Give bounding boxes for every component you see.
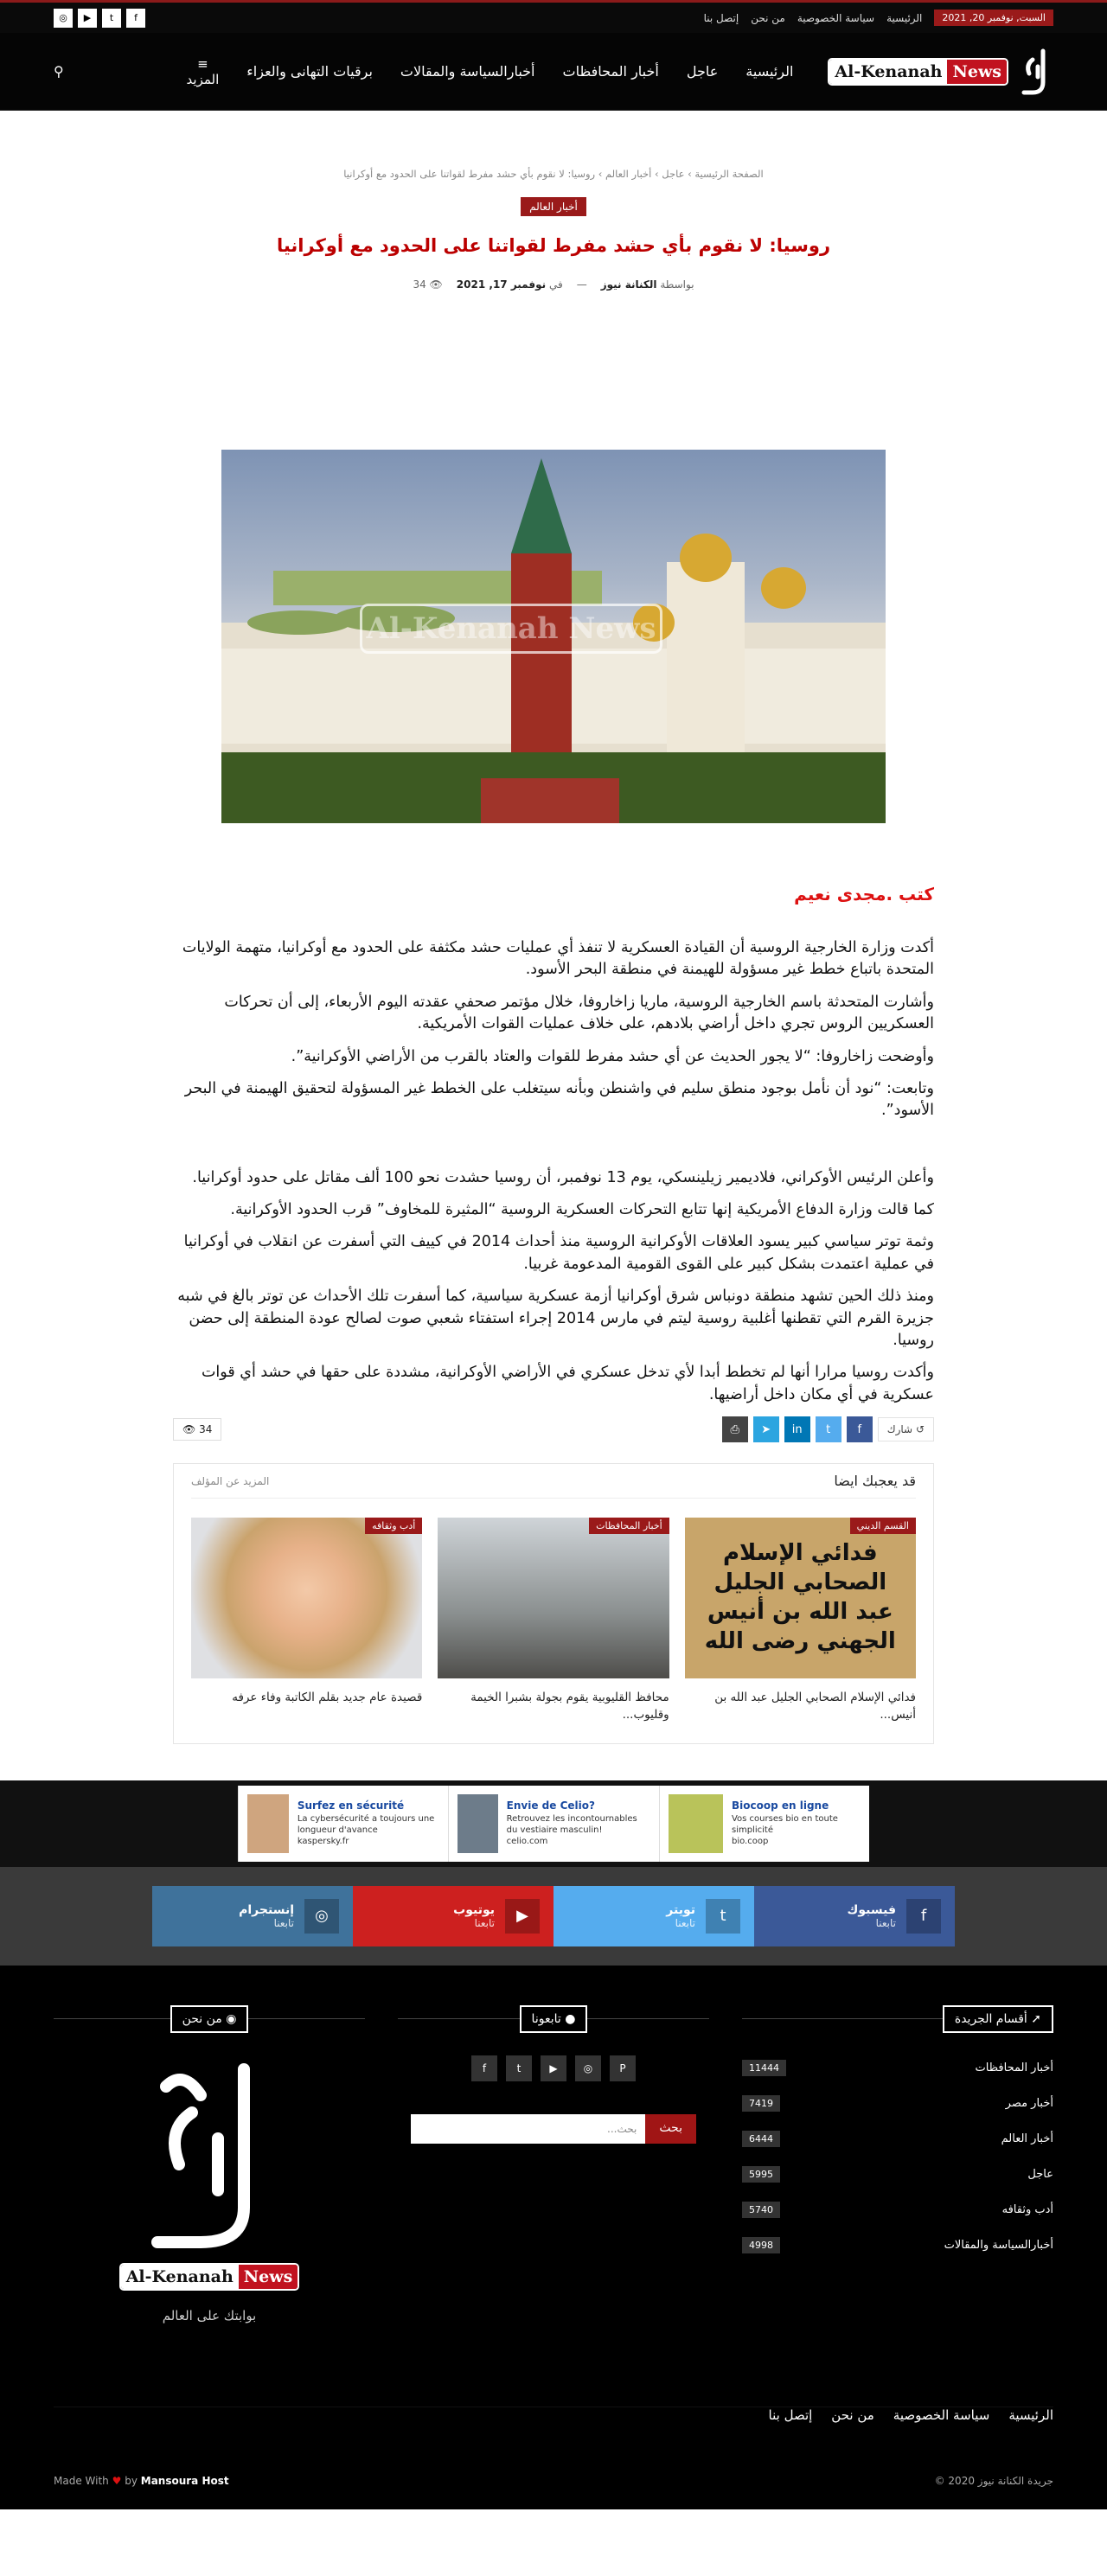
related-card-title[interactable]: قصيدة عام جديد بقلم الكاتبة وفاء عرفه — [232, 1691, 423, 1704]
logo-text-left: Al-Kenanah — [121, 2265, 239, 2289]
cat-name: أخبار العالم — [1001, 2132, 1053, 2145]
ad-domain: celio.com — [506, 1836, 548, 1846]
ad-domain: bio.coop — [731, 1836, 769, 1846]
nav-more-menu[interactable] — [187, 56, 220, 87]
related-tag[interactable]: القسم الديني — [850, 1518, 916, 1534]
related-more-link[interactable]: المزيد عن المؤلف — [191, 1474, 270, 1487]
top-link-about[interactable]: من نحن — [751, 11, 785, 24]
social-facebook[interactable] — [754, 1886, 955, 1946]
facebook-icon: f — [906, 1899, 941, 1934]
share-facebook-icon[interactable]: f — [847, 1416, 873, 1442]
print-icon[interactable]: ⎙ — [722, 1416, 748, 1442]
ad-title: Surfez en sécurité — [297, 1799, 405, 1812]
social-youtube[interactable] — [353, 1886, 554, 1946]
related-card[interactable] — [438, 1518, 669, 1724]
top-link-privacy[interactable]: سياسة الخصوصية — [797, 11, 875, 24]
youtube-icon: ▶ — [505, 1899, 540, 1934]
related-tag[interactable]: أخبار المحافظات — [589, 1518, 669, 1534]
cat-name: أخبار المحافظات — [975, 2061, 1053, 2074]
hamburger-icon: ≡ — [197, 55, 208, 72]
social-name: إنستجرام — [239, 1902, 294, 1917]
share-linkedin-icon[interactable]: in — [784, 1416, 810, 1442]
footer-search — [411, 2114, 696, 2144]
post-date: نوفمبر 17, 2021 — [456, 278, 547, 291]
nav-politics[interactable]: أخبارالسياسة والمقالات — [400, 63, 535, 80]
related-card-title[interactable]: محافظ القليوبية يقوم بجولة بشبرا الخيمة وقليوب... — [470, 1691, 669, 1723]
nav-home[interactable]: الرئيسية — [745, 63, 794, 80]
related-card[interactable] — [685, 1518, 916, 1724]
facebook-icon[interactable]: f — [126, 9, 145, 28]
footer-logo — [114, 2061, 304, 2324]
made-with — [54, 2475, 229, 2487]
cat-name: عاجل — [1027, 2167, 1053, 2181]
share-label: ↺ شارك — [878, 1417, 934, 1441]
related-card[interactable] — [191, 1518, 422, 1724]
site-logo[interactable] — [828, 48, 1053, 96]
post-meta — [0, 278, 1107, 291]
footer-cat-row[interactable] — [742, 2050, 1053, 2086]
social-sub: تابعنا — [875, 1916, 896, 1929]
paragraph: وأكدت روسيا مرارا أنها لم تخطط أبدا لأي تدخل عسكري في الأراضي الأوكرانية، مشددة على حقها في حشد أي قوات عسكرية في أي مكان داخل أراضيها. — [201, 1364, 934, 1403]
instagram-icon[interactable]: ◎ — [575, 2055, 601, 2081]
nav-urgent[interactable]: عاجل — [686, 63, 719, 80]
ad-image — [247, 1794, 289, 1853]
nav-greetings[interactable]: برقيات التهانى والعزاء — [246, 63, 373, 80]
social-name: فيسبوك — [847, 1902, 896, 1917]
image-watermark: Al-Kenanah News — [360, 604, 662, 654]
post-views: 👁 34 — [413, 278, 443, 291]
logo-text-right: News — [239, 2265, 298, 2289]
social-sub: تابعنا — [273, 1916, 294, 1929]
cat-name: أخبار مصر — [1005, 2096, 1053, 2110]
paragraph: وأعلن الرئيس الأوكراني، فلاديمير زيلينسكي، يوم 13 نوفمبر، أن روسيا حشدت نحو 100 ألف مقاتل على حدود أوكرانيا. — [192, 1168, 934, 1186]
footer-cats-title: ➚ أقسام الجريدة — [943, 2005, 1053, 2033]
heart-icon: ♥ — [112, 2474, 122, 2487]
ad-banner — [0, 1780, 1107, 1867]
related-image — [438, 1518, 669, 1678]
footer-about — [54, 2005, 365, 2324]
footer-cat-row[interactable] — [742, 2086, 1053, 2121]
meta-divider: — — [576, 278, 587, 291]
paragraph: أكدت وزارة الخارجية الروسية أن القيادة العسكرية لا تنفذ أي عمليات حشد مكثفة على الحدود مع أوكرانيا، متهمة الولايات المتحدة باتباع خطط غير مسؤولة للهيمنة في منطقة البحر الأسود. — [182, 939, 934, 979]
author-line: كتب .مجدى نعيم — [794, 884, 934, 904]
footer — [0, 1966, 1107, 2475]
footer-follow-title-text: تابعونا — [531, 2011, 561, 2026]
ad-text: La cybersécurité a toujours une longueur d'avance — [297, 1813, 435, 1835]
post-in-label: في — [548, 278, 563, 291]
related-title: قد يعجبك ايضا — [834, 1473, 916, 1489]
paragraph: وأشارت المتحدثة باسم الخارجية الروسية، ماريا زاخاروفا، خلال مؤتمر صحفي عقدته اليوم الأربعاء، إلى أن تحركات العسكريين الروس تجري داخل أراضي بلادهم، على خلاف عمليات القوات الأمريكية. — [224, 993, 934, 1033]
ad-domain: kaspersky.fr — [297, 1836, 349, 1846]
logo-emblem-icon — [1017, 48, 1053, 96]
made-by-text: by — [125, 2474, 138, 2487]
top-link-contact[interactable]: إتصل بنا — [703, 11, 739, 24]
social-twitter[interactable] — [554, 1886, 754, 1946]
footer-tagline: بوابتك على العالم — [162, 2307, 257, 2324]
footer-link-about[interactable]: من نحن — [831, 2407, 874, 2423]
cat-count: 7419 — [742, 2095, 780, 2112]
footer-search-input[interactable]: بحث... — [411, 2114, 645, 2144]
footer-about-title: ◉ من نحن — [170, 2005, 249, 2033]
ad-image — [458, 1794, 497, 1853]
ad-title: Envie de Celio? — [506, 1799, 595, 1812]
paragraph: وتابعت: “نود أن نأمل بوجود منطق سليم في واشنطن وبأنه سيتغلب على الخطط غير المسؤولة لتحقيق الهيمنة في البحر الأسود”. — [184, 1079, 934, 1120]
share-bar — [173, 1416, 934, 1442]
cat-count: 4998 — [742, 2237, 780, 2253]
ad-item[interactable] — [238, 1786, 448, 1862]
logo-text-left: Al-Kenanah — [829, 60, 947, 84]
post-by-label: بواسطة — [660, 278, 694, 291]
main-nav — [64, 56, 794, 87]
nav-governorates[interactable]: أخبار المحافظات — [562, 63, 659, 80]
share-twitter-icon[interactable]: t — [816, 1416, 841, 1442]
related-tag[interactable]: أدب وثقافه — [365, 1518, 422, 1534]
cat-count: 11444 — [742, 2060, 786, 2076]
pinterest-icon[interactable]: P — [610, 2055, 636, 2081]
youtube-icon[interactable]: ▶ — [78, 9, 97, 28]
social-instagram[interactable] — [152, 1886, 353, 1946]
footer-follow-title: ● تابعونا — [520, 2005, 588, 2033]
facebook-icon[interactable]: f — [471, 2055, 497, 2081]
post-views-count: 34 — [413, 278, 426, 291]
post-category-tag[interactable]: أخبار العالم — [521, 197, 586, 216]
ad-text: Vos courses bio en toute simplicité — [731, 1813, 838, 1835]
youtube-icon[interactable]: ▶ — [541, 2055, 566, 2081]
footer-cat-row[interactable] — [742, 2228, 1053, 2263]
post-by — [601, 278, 694, 291]
footer-categories — [742, 2005, 1053, 2324]
related-posts — [173, 1463, 934, 1744]
share-telegram-icon[interactable]: ➤ — [753, 1416, 779, 1442]
breadcrumb: الصفحة الرئيسية › عاجل › أخبار العالم › روسيا: لا نقوم بأي حشد مفرط لقواتنا على الحدود مع أوكرانيا — [343, 168, 764, 180]
cat-count: 5740 — [742, 2202, 780, 2218]
twitter-icon[interactable]: t — [102, 9, 121, 28]
logo-text-right: News — [947, 60, 1007, 84]
social-sub: تابعنا — [474, 1916, 495, 1929]
host-link[interactable]: Mansoura Host — [140, 2474, 229, 2487]
cat-name: أخبارالسياسة والمقالات — [944, 2238, 1053, 2252]
ad-item[interactable] — [448, 1786, 658, 1862]
ad-title: Biocoop en ligne — [731, 1799, 829, 1812]
paragraph: وثمة توتر سياسي كبير يسود العلاقات الأوكرانية الروسية منذ أحداث 2014 في كييف التي أسفرت عن انقلاب في أوكرانيا في عملية اعتمدت بشكل كبير على القوى القومية المدعومة غربيا. — [183, 1233, 934, 1273]
social-name: يوتيوب — [453, 1902, 495, 1917]
post-date-wrap — [457, 278, 563, 291]
social-name: تويتر — [666, 1902, 695, 1917]
post-author[interactable]: الكنانة نيوز — [600, 278, 657, 291]
paragraph: وأوضحت زاخاروفا: “لا يجور الحديث عن أي حشد مفرط للقوات والعتاد بالقرب من الأراضي الأوكرانية”. — [291, 1047, 934, 1065]
footer-cat-row[interactable] — [742, 2121, 1053, 2157]
ad-image — [669, 1794, 723, 1853]
top-ad-space — [0, 168, 1107, 427]
search-icon[interactable]: ⚲ — [54, 63, 64, 80]
share-label-text: شارك — [886, 1423, 913, 1435]
footer-about-title-text: من نحن — [182, 2011, 222, 2026]
footer-link-contact[interactable]: إتصل بنا — [768, 2407, 813, 2423]
cat-count: 6444 — [742, 2131, 780, 2147]
featured-image — [221, 450, 886, 823]
social-strip — [0, 1867, 1107, 1966]
instagram-icon: ◎ — [304, 1899, 339, 1934]
made-with-text: Made With — [54, 2474, 109, 2487]
footer-nav — [769, 2407, 1053, 2423]
related-image — [191, 1518, 422, 1678]
ad-text: Retrouvez les incontournables du vestiaire masculin! — [506, 1813, 637, 1835]
post-title: روسيا: لا نقوم بأي حشد مفرط لقواتنا على الحدود مع أوكرانيا — [276, 235, 831, 256]
top-link-home[interactable]: الرئيسية — [886, 11, 923, 24]
share-views: 👁 34 — [173, 1418, 221, 1441]
footer-follow — [398, 2005, 709, 2324]
footer-cat-row[interactable] — [742, 2157, 1053, 2192]
related-image: فدائي الإسلام الصحابي الجليل عبد الله بن أنيس الجهني رضى الله — [685, 1518, 916, 1678]
nav-more-label: المزيد — [186, 71, 220, 87]
footer-link-privacy[interactable]: سياسة الخصوصية — [893, 2407, 990, 2423]
current-date: السبت, نوفمبر 20, 2021 — [934, 10, 1053, 26]
footer-cats-title-text: أقسام الجريدة — [954, 2011, 1027, 2026]
top-bar — [0, 0, 1107, 33]
footer-cat-row[interactable] — [742, 2192, 1053, 2228]
twitter-icon[interactable]: t — [506, 2055, 532, 2081]
paragraph: ومنذ ذلك الحين تشهد منطقة دونباس شرق أوكرانيا أزمة عسكرية سياسية، كما أسفرت تلك الأحداث عن توتر بالغ في شبه جزيرة القرم التي تقطنها أغلبية روسية ليتم في مارس 2014 إجراء استفتاء شعبي صوت لصالح عودة المنطقة إلى حضن روسيا. — [177, 1288, 934, 1349]
paragraph: كما قالت وزارة الدفاع الأمريكية إنها تتابع التحركات العسكرية الروسية “المثيرة للمخاوف” قرب الحدود الأوكرانية. — [230, 1201, 934, 1218]
footer-search-button[interactable]: بحث — [645, 2114, 696, 2144]
instagram-icon[interactable]: ◎ — [54, 9, 73, 28]
twitter-icon: t — [706, 1899, 740, 1934]
cat-name: أدب وثقافه — [1001, 2202, 1053, 2216]
copyright-bar — [0, 2475, 1107, 2509]
share-views-count: 34 — [199, 1423, 213, 1435]
copyright-text: جريدة الكنانة نيوز 2020 © — [934, 2474, 1053, 2487]
footer-logo-emblem-icon — [131, 2061, 287, 2260]
ad-item[interactable] — [659, 1786, 869, 1862]
main-header — [0, 33, 1107, 111]
social-sub: تابعنا — [675, 1916, 695, 1929]
article-body — [173, 937, 934, 1406]
footer-link-home[interactable]: الرئيسية — [1008, 2407, 1053, 2423]
cat-count: 5995 — [742, 2166, 780, 2183]
related-card-title[interactable]: فدائي الإسلام الصحابي الجليل عبد الله بن أنيس... — [714, 1691, 916, 1723]
